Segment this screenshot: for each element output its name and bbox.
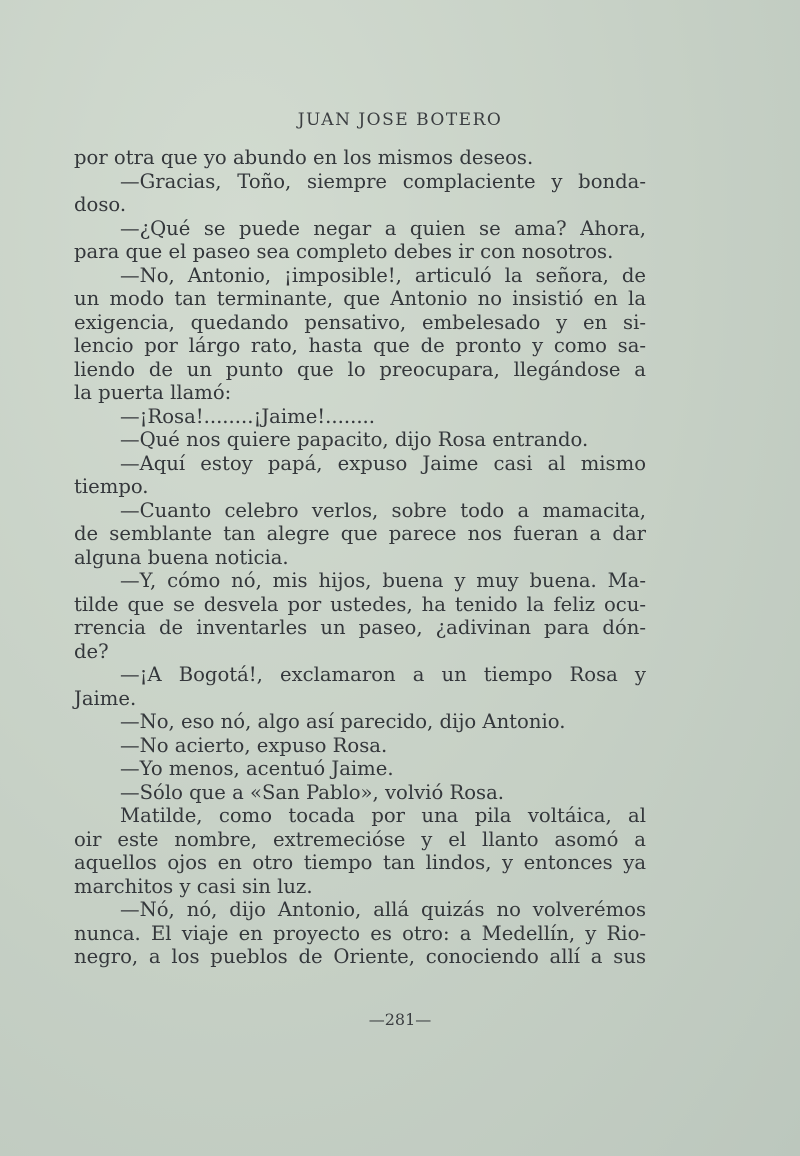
text-line: tilde que se desvela por ustedes, ha tenido la feliz ocu- bbox=[74, 592, 646, 616]
text-line: —Sólo que a «San Pablo», volvió Rosa. bbox=[120, 780, 504, 804]
text-line: —Qué nos quiere papacito, dijo Rosa entrando. bbox=[120, 428, 589, 451]
text-line: —¿Qué se puede negar a quien se ama? Ahora, bbox=[120, 216, 646, 240]
text-line: —No acierto, expuso Rosa. bbox=[120, 733, 388, 757]
text-line: por otra que yo abundo en los mismos deseos. bbox=[74, 146, 534, 169]
text-line: alguna buena noticia. bbox=[74, 545, 289, 569]
text-line: para que el paseo sea completo debes ir con nosotros. bbox=[74, 240, 614, 263]
running-header: JUAN JOSE BOTERO bbox=[297, 110, 503, 130]
text-line: —Nó, nó, dijo Antonio, allá quizás no volverémos bbox=[120, 898, 646, 921]
text-line: —Yo menos, acentuó Jaime. bbox=[120, 757, 394, 780]
text-line: marchitos y casi sin luz. bbox=[74, 874, 313, 898]
text-line: un modo tan terminante, que Antonio no insistió en la bbox=[74, 287, 646, 310]
text-line: —Gracias, Toño, siempre complaciente y bonda- bbox=[120, 169, 646, 193]
text-line: nunca. El viaje en proyecto es otro: a Medellín, y Rio- bbox=[74, 921, 646, 945]
text-line: oir este nombre, extremecióse y el llanto asomó a bbox=[74, 827, 646, 851]
text-line: lencio por lárgo rato, hasta que de pronto y como sa- bbox=[74, 334, 646, 357]
text-line: la puerta llamó: bbox=[74, 381, 232, 404]
text-line: tiempo. bbox=[74, 475, 149, 498]
text-line: Jaime. bbox=[74, 686, 137, 710]
text-line: aquellos ojos en otro tiempo tan lindos, y entonces ya bbox=[74, 851, 646, 874]
text-line: doso. bbox=[74, 193, 127, 216]
text-line: —No, Antonio, ¡imposible!, articuló la señora, de bbox=[120, 263, 646, 287]
text-line: rrencia de inventarles un paseo, ¿adivinan para dón- bbox=[74, 616, 646, 639]
text-line: —Cuanto celebro verlos, sobre todo a mamacita, bbox=[120, 498, 646, 522]
text-line: exigencia, quedando pensativo, embelesado y en si- bbox=[74, 310, 646, 334]
text-line: —¡A Bogotá!, exclamaron a un tiempo Rosa y bbox=[120, 663, 646, 686]
text-line: —Aquí estoy papá, expuso Jaime casi al mismo bbox=[120, 451, 646, 475]
text-line: —No, eso nó, algo así parecido, dijo Antonio. bbox=[120, 710, 566, 733]
text-line: de? bbox=[74, 639, 109, 663]
text-line: —¡Rosa!........¡Jaime!........ bbox=[120, 404, 376, 428]
text-line: liendo de un punto que lo preocupara, llegándose a bbox=[74, 357, 646, 381]
body-text bbox=[74, 146, 646, 969]
text-line: negro, a los pueblos de Oriente, conociendo allí a sus bbox=[74, 945, 646, 968]
page-number: —281— bbox=[368, 1010, 432, 1029]
text-line: Matilde, como tocada por una pila voltáica, al bbox=[120, 804, 646, 827]
text-line: de semblante tan alegre que parece nos fueran a dar bbox=[74, 522, 646, 545]
text-line: —Y, cómo nó, mis hijos, buena y muy buena. Ma- bbox=[120, 569, 646, 592]
